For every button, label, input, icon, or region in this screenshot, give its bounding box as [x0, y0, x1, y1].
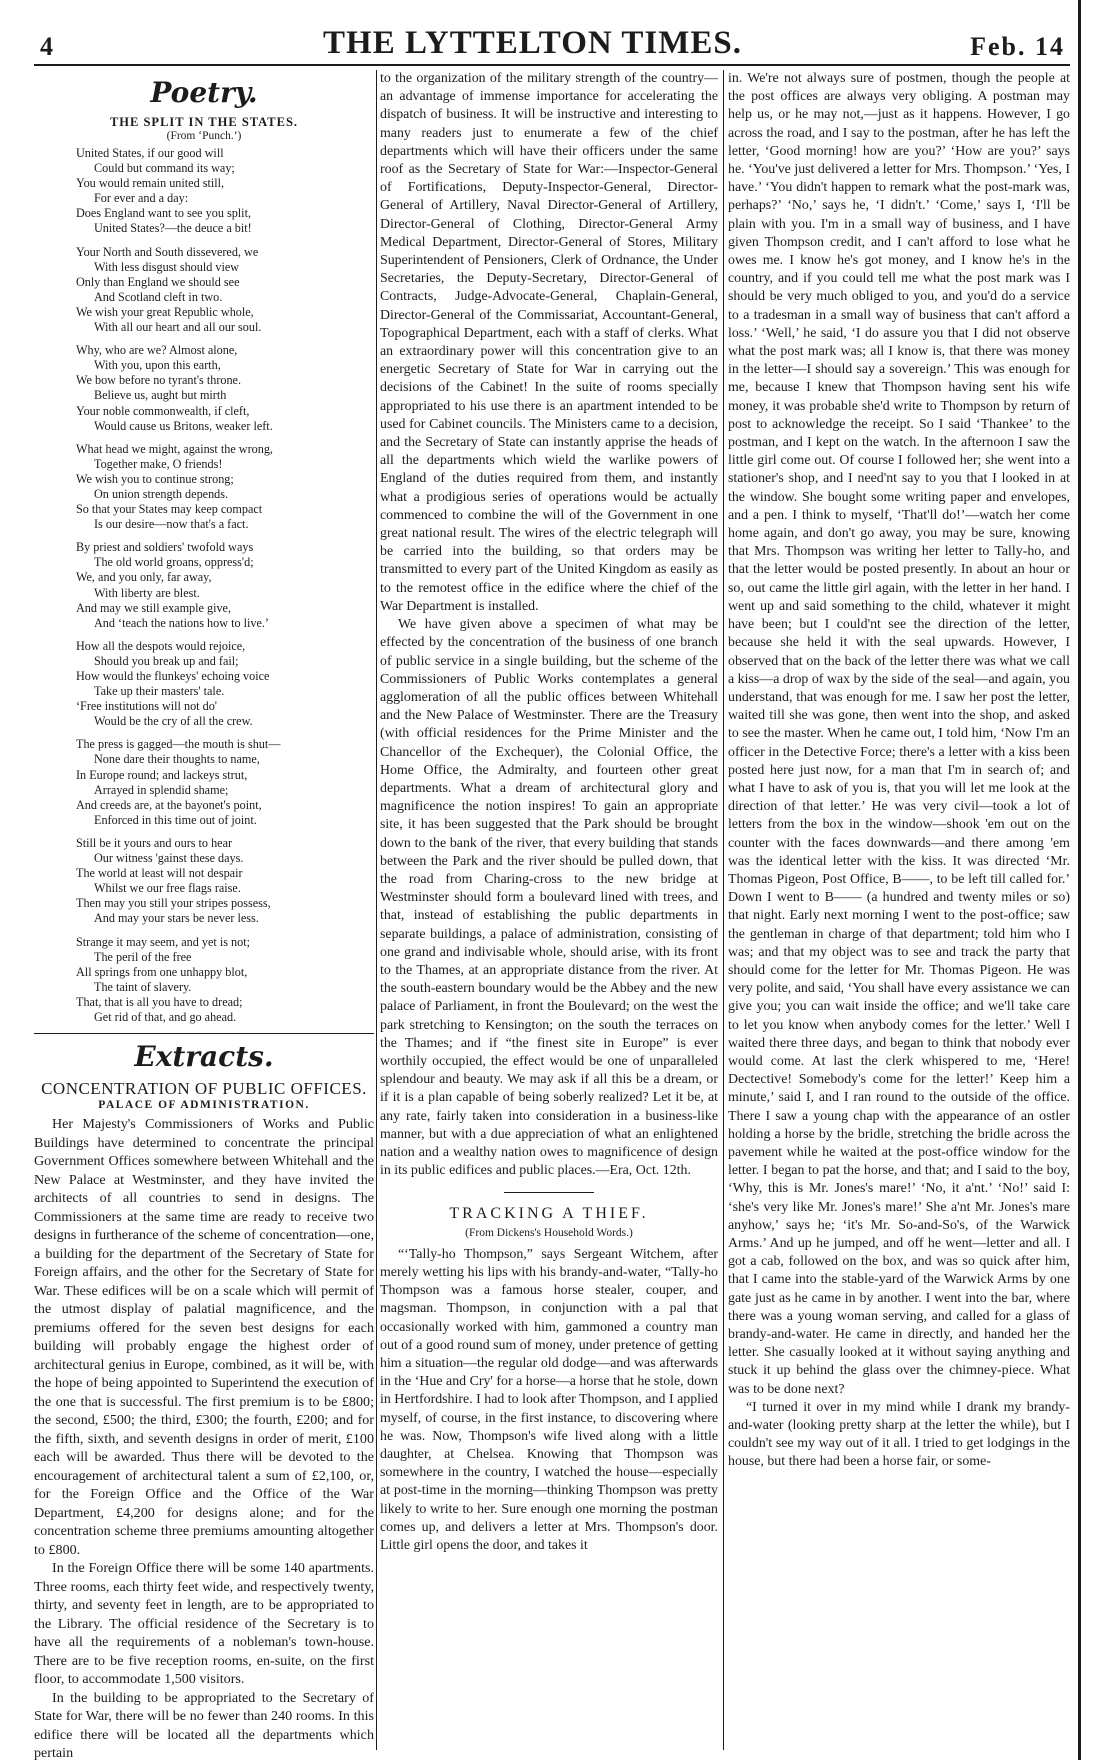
- poem-line: The old world groans, oppress'd;: [94, 555, 254, 570]
- stanza: [76, 935, 374, 1026]
- poem-title: THE SPLIT IN THE STATES.: [109, 115, 299, 129]
- poem-line: Arrayed in splendid shame;: [94, 782, 229, 797]
- poem-line: And creeds are, at the bayonet's point,: [76, 797, 262, 812]
- stanza: [76, 639, 374, 730]
- poem-line: How would the flunkeys' echoing voice: [76, 669, 270, 683]
- poem-line: What head we might, against the wrong,: [76, 441, 273, 456]
- poem-line: Is our desire—now that's a fact.: [94, 517, 249, 532]
- poem-line: So that your States may keep compact: [76, 502, 263, 517]
- poem-line: Your noble commonwealth, if cleft,: [76, 403, 250, 418]
- article-title: CONCENTRATION OF PUBLIC OFFICES.: [41, 1079, 367, 1099]
- poem-line: None dare their thoughts to name,: [94, 752, 260, 767]
- page-header: [40, 18, 1065, 62]
- poem-line: Our witness 'gainst these days.: [94, 851, 244, 866]
- article-paragraph: “I turned it over in my mind while I drank my brandy-and-water (looking pretty sharp at the letter the while), but I couldn't see my way out of it all. I tried to get lodgings in the house, but there had been a horse fair, or some-: [728, 1399, 1070, 1470]
- poetry-heading: Poetry.: [150, 76, 258, 109]
- stanza: [76, 836, 374, 927]
- poem-line: And ‘teach the nations how to live.’: [94, 615, 269, 630]
- poem-line: For ever and a day:: [94, 191, 189, 206]
- poem-line: With you, upon this earth,: [94, 358, 221, 373]
- stanza: [76, 343, 374, 434]
- article-paragraph: In the Foreign Office there will be some 140 apartments. Three rooms, each thirty feet wide, and respectively twenty, thirty, and seventy feet in length, are to be appropriated to the Library. The official residence of the Secretary is to have all the requirements of a nobleman's town-house. There are to be five reception rooms, en-suite, on the first floor, to accommodate 1,500 visitors.: [34, 1560, 374, 1688]
- poem-line: Should you break up and fail;: [94, 653, 239, 668]
- poem-line: And may your stars be never less.: [94, 911, 259, 926]
- poem-line: Strange it may seem, and yet is not;: [76, 934, 250, 949]
- page-edge-rule: [1078, 0, 1081, 1760]
- column-1: [34, 70, 374, 1762]
- poem-line: The taint of slavery.: [94, 979, 192, 994]
- poem-line: On union strength depends.: [94, 486, 229, 501]
- stanza: [76, 737, 374, 828]
- poem-line: With all our heart and all our soul.: [94, 320, 262, 335]
- poem-source: (From ‘Punch.’): [166, 130, 242, 142]
- poem-line: With less disgust should view: [94, 259, 240, 274]
- poem-line: Could but command its way;: [94, 161, 235, 176]
- poem-line: Then may you still your stripes possess,: [76, 896, 271, 911]
- issue-date: Feb. 14: [970, 32, 1065, 61]
- page-number: 4: [40, 32, 53, 61]
- poem-line: How all the despots would rejoice,: [76, 638, 246, 653]
- poem-line: With liberty are blest.: [94, 585, 200, 600]
- article-title: TRACKING A THIEF.: [449, 1205, 649, 1223]
- poem-line: Take up their masters' tale.: [94, 684, 225, 699]
- column-rule-2: [723, 70, 724, 1750]
- poem-line: Together make, O friends!: [94, 456, 223, 471]
- poem-line: Still be it yours and ours to hear: [76, 835, 233, 850]
- stanza: [76, 146, 374, 237]
- poem-line: Enforced in this time out of joint.: [94, 812, 257, 827]
- stanza: [76, 442, 374, 533]
- poem-line: United States?—the deuce a bit!: [94, 221, 252, 236]
- header-rule: [34, 64, 1070, 66]
- column-rule-1: [376, 70, 377, 1750]
- stanza: [76, 245, 374, 336]
- article-paragraph: Her Majesty's Commissioners of Works and Public Buildings have determined to concentrate the principal Government Offices somewhere between Whitehall and the New Palace at Westminster, and they have invited the architects of all countries to send in designs. The Commissioners at the same time are ready to receive two designs in furtherance of the scheme of concentration—one, a building for the department of the Secretary of State for Foreign affairs, and the other for the Secretary of State for War. These edifices will be on a scale which will permit of the utmost display of palatial magnificence, and the premiums offered for the seven best designs for each building will probably engage the highest order of architectural genius in Europe, combined, as it will be, with the hope of being appointed to Superintend the execution of the one that is successful. The first premium is to be £800; the second, £500; the third, £300; the fourth, £200; and for the fifth, sixth, and seventh designs in order of merit, £100 each will be awarded. Thus there will be devoted to the encouragement of architectural talent a sum of £2,100, or, for the Foreign Office and the Office of the War Department, £4,200 for designs alone; and for the concentration scheme three premiums amounting altogether to £800.: [34, 1116, 374, 1558]
- poem-line: Would cause us Britons, weaker left.: [94, 418, 273, 433]
- poem-line: And may we still example give,: [76, 600, 232, 615]
- poem-line: Would be the cry of all the crew.: [94, 714, 253, 729]
- poem-line: The peril of the free: [94, 949, 192, 964]
- poem-line: United States, if our good will: [76, 146, 224, 160]
- poem-line: And Scotland cleft in two.: [94, 289, 223, 304]
- poem-line: We wish you to continue strong;: [76, 471, 234, 486]
- poem-body: [34, 146, 374, 1025]
- poem-line: That, that is all you have to dread;: [76, 994, 243, 1009]
- poem-line: In Europe round; and lackeys strut,: [76, 767, 248, 782]
- newspaper-title: THE LYTTELTON TIMES.: [323, 25, 742, 61]
- poem-line: Why, who are we? Almost alone,: [76, 343, 238, 358]
- poem-line: We wish your great Republic whole,: [76, 304, 254, 319]
- article-paragraph: “‘Tally-ho Thompson,” says Sergeant Witchem, after merely wetting his lips with his brandy-and-water, “Tally-ho Thompson was a famous horse stealer, couper, and magsman. Thompson, in conjunction with a pal that occasionally worked with him, gammoned a country man out of a good round sum of money, under pretence of getting him a situation—the regular old dodge—and was afterwards in the ‘Hue and Cry' for a horse—a horse that he stole, down in Hertfordshire. I had to look after Thompson, and I applied myself, of course, in the first instance, to discovering where he was. Now, Thompson's wife lived along with a little daughter, at Chelsea. Knowing that Thompson was somewhere in the country, I watched the house—especially at post-time in the morning—thinking Thompson was pretty likely to write to her. Sure enough one morning the postman comes up, and delivers a letter at Mrs. Thompson's door. Little girl opens the door, and takes it: [380, 1246, 718, 1554]
- stanza: [76, 540, 374, 631]
- poem-line: Does England want to see you split,: [76, 206, 251, 221]
- article-paragraph: In the building to be appropriated to the Secretary of State for War, there will be no fewer than 240 rooms. In this edifice there will be located all the departments which pertain: [34, 1689, 374, 1762]
- article-subtitle: PALACE OF ADMINISTRATION.: [98, 1099, 310, 1112]
- poem-line: The world at least will not despair: [76, 866, 243, 881]
- poem-line: Only than England we should see: [76, 274, 240, 289]
- poem-line: Whilst we our free flags raise.: [94, 881, 241, 896]
- article-separator: [504, 1192, 594, 1193]
- poem-line: By priest and soldiers' twofold ways: [76, 540, 254, 555]
- column-2: [380, 70, 718, 1750]
- poem-line: Get rid of that, and go ahead.: [94, 1009, 237, 1024]
- extracts-heading: Extracts.: [134, 1040, 274, 1074]
- article-source: (From Dickens's Household Words.): [465, 1226, 633, 1239]
- poem-line: The press is gagged—the mouth is shut—: [76, 737, 281, 752]
- article-paragraph: to the organization of the military strength of the country—an advantage of immense importance for accelerating the dispatch of business. It will be instructive and interesting to many readers just to enumerate a few of the chief departments which will have their officers under the same roof as the Secretary of State for War:—Inspector-General of Fortifications, Deputy-Inspector-General, Director-General of Artillery, Naval Director-General of Artillery, Director-General of Clothing, Director-General Army Medical Department, Director-General of Stores, Military Superintendent of Pensioners, Clerk of Ordnance, the Under Secretaries, the Deputy-Secretary, Director-General of Contracts, Judge-Advocate-General, Chaplain-General, Director-General of the Commissariat, Accountant-General, Topographical Department, each with a staff of clerks. What an extraordinary power will this concentration give to an energetic Secretary of State for War in carrying out the decisions of the Cabinet! In the suite of rooms specially appropriated to his use there is an apartment intended to be used for Cabinet councils. The Ministers came to a decision, and the Secretary of State can instantly apprise the heads of all the departments which wield the warlike powers of England of the duties required from them, and instantly what a prodigious series of operations would be actually commenced to combine the will of the Government in one great national result. The wires of the electric telegraph will be carried into the building, so that orders may be transmitted to every part of the United Kingdom as easily as to the remotest office in the edifice where the chief of the War Department is installed.: [380, 71, 718, 614]
- poem-line: All springs from one unhappy blot,: [76, 964, 248, 979]
- poem-line: We bow before no tyrant's throne.: [76, 373, 242, 388]
- article-paragraph: We have given above a specimen of what may be effected by the concentration of the business of one branch of public service in a single building, but the scheme of the Commissioners of Public Works contemplates a general agglomeration of all the public offices between Whitehall and the New Palace of Westminster. There are the Treasury (with official residences for the Prime Minister and the Chancellor of the Exchequer), the Colonial Office, the Home Office, the Admiralty, and fourteen other great departments. What a dream of architectural glory and magnificence the notion inspires! To gain an appropriate site, it has been suggested that the Park should be brought down to the bank of the river, that every building that stands between the Park and the river should be pulled down, that the road from Charing-cross to the new bridge at Westminster should form a boulevard lined with trees, and that, instead of establishing the public departments in separate buildings, a palace of administration, consisting of one grand and indivisable whole, should arise, with its front to the Thames, at an appropriate distance from the river. At the south-eastern boundary would be the Abbey and the new palace of Parliament, in front the Boulevard; on the west the park stretching to Kensington; on the south the terraces on the Thames; and if “the finest site in Europe” is ever worthily occupied, the effect would be one of unparalleled splendour and beauty. We may ask if all this be a dream, or if it is a plan capable of being soberly realized? Let it be, at any rate, fairly taken into consideration in a business-like manner, but with a due appreciation of what an enlightened nation and a wealthy nation owes to magnificence of design in its public edifices and public places.—Era, Oct. 12th.: [380, 617, 718, 1179]
- poem-line: We, and you only, far away,: [76, 570, 212, 585]
- poem-line: You would remain united still,: [76, 176, 225, 191]
- poem-line: Believe us, aught but mirth: [94, 388, 227, 403]
- article-paragraph: in. We're not always sure of postmen, though the people at the post offices are always very obliging. A postman may help us, or he may not,—just as it happens. However, I go across the road, and I say to the postman, after he has left the letter, ‘Good morning! how are you?’ ‘How are you?’ says he. ‘You've just delivered a letter for Mrs. Thompson.’ ‘Yes, I have.’ ‘You didn't happen to remark what the post-mark was, perhaps?’ ‘No,’ says he, ‘I didn't.’ ‘Come,’ says I, ‘I'll be plain with you. I'm in a small way of business, and I have given Thompson credit, and I can't afford to lose what he owes me. I know he's got money, and I know he's in the country, and if you could tell me what the post mark was I should be very much obliged to you, and you'd do a service to a tradesman in a small way of business that can't afford a loss.’ ‘Well,’ he said, ‘I do assure you that I did not observe what the post mark was; all I know is, that there was money in the letter—I should say a sovereign.’ This was enough for me, because I knew that Thompson having sent his wife money, it was probable she'd write to Thompson by return of post to acknowledge the receipt. So I said ‘Thankee’ to the postman, and I kept on the watch. In the afternoon I saw the little girl come out. Of course I followed her; she went into a stationer's shop, and I need'nt say to you that I looked in at the window. She bought some writing paper and envelopes, and a pen. I think to myself, ‘That'll do!’—watch her come home again, and don't go away, you may be sure, knowing that Mrs. Thompson was writing her letter to Tally-ho, and that the letter would be posted presently. In about an hour or so, out came the little girl again, with the letter in her hand. I went up and said something to the child, whatever it might have been; but I could'nt see the direction of the letter, because she held it with the seal upwards. However, I observed that on the back of the letter there was what we call a kiss—a drop of wax by the side of the seal—and again, you understand, that was enough for me. I saw her post the letter, waited till she was gone, then went into the shop, and asked to see the master. When he came out, I told him, ‘Now I'm an officer in the Detective Force; there's a letter with a kiss been posted here just now, for a man that I'm in search of; and what I have to ask of you is, that you will let me look at the direction of that letter.’ He was very civil—took a lot of letters from the box in the window—shook 'em out on the counter with the faces downwards—and there among 'em was the identical letter with the kiss. It was directed ‘Mr. Thomas Pigeon, Post Office, B——, to be left till called for.’ Down I went to B—— (a hundred and twenty miles or so) that night. Early next morning I went to the post-office; saw the gentleman in charge of that department; told him who I was; and that my object was to see and track the party that should come for the letter for Mr. Thomas Pigeon. He was very polite, and said, ‘You shall have every assistance we can give you; you can wait inside the office; and we'll take care to let you know when anybody comes for the letter.’ Well I waited there three days, and began to think that nobody ever would come. At last the clerk whispered to me, ‘Here! Dectective! Somebody's come for the letter!’ Keep him a minute,’ said I, and I ran round to the outside of the office. There I saw a young chap with the appearance of an ostler holding a horse by the bridle, stretching the bridle across the pavement while he waited at the post-office window for the letter. I began to pat the horse, and that; and I said to the boy, ‘Why, this is Mr. Jones's mare!’ ‘No, it a'nt.’ ‘No!’ said I: ‘she's very like Mr. Jones's mare!’ She a'nt Mr. Jones's mare anyhow,’ says he; ‘it's Mr. So-and-So's, of the Warwick Arms.’ And up he jumped, and off he went—letter and all. I got a cab, followed on the box, and was so quick after him, that I came into the stable-yard of the Warwick Arms by one gate just as he came in by another. I went into the bar, where there was a young woman serving, and called for a glass of brandy-and-water. He came in directly, and handed her the letter. She casually looked at it without saying anything and stuck it up behind the glass over the chimney-piece. What was to be done next?: [728, 71, 1070, 1397]
- poem-line: ‘Free institutions will not do': [76, 699, 217, 714]
- column-3: [728, 70, 1070, 1750]
- section-rule: [34, 1033, 374, 1034]
- poem-line: Your North and South dissevered, we: [76, 244, 259, 259]
